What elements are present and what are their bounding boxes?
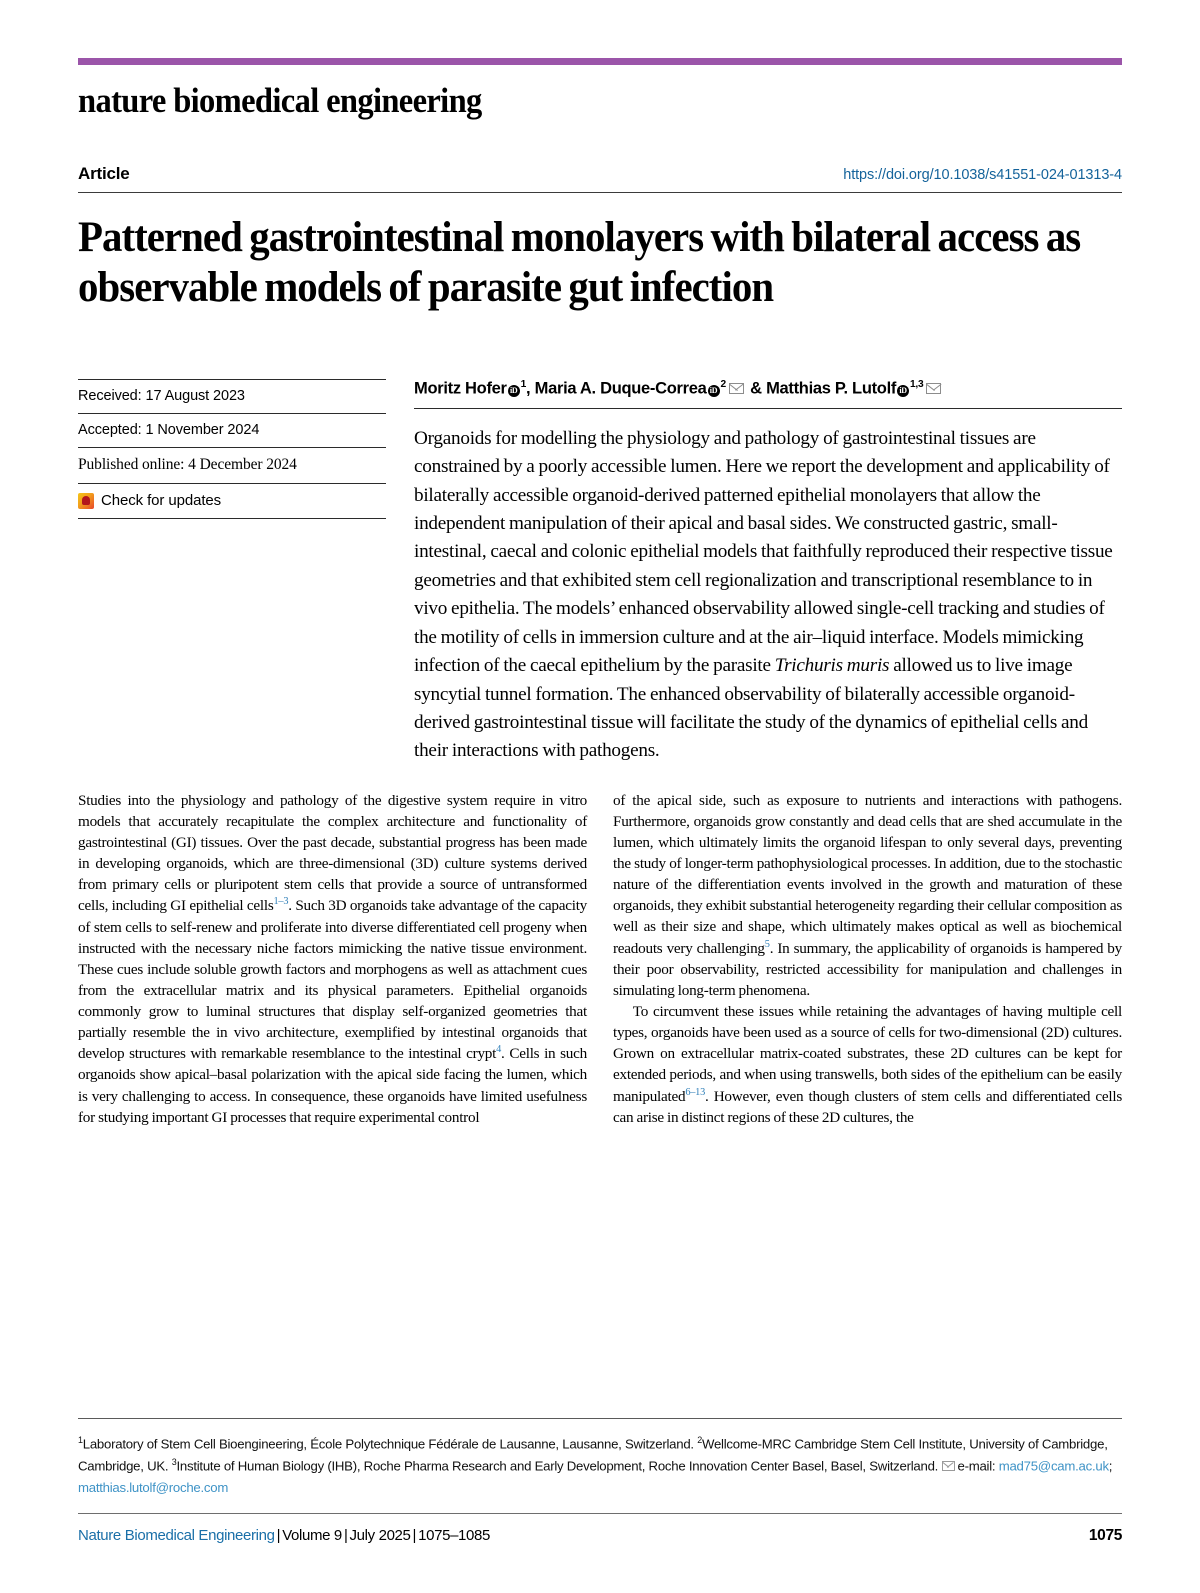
author-affiliation-2: 2 bbox=[720, 379, 726, 391]
footer-separator: | bbox=[276, 1527, 281, 1544]
journal-masthead: nature biomedical engineering bbox=[78, 81, 482, 120]
page-footer-section bbox=[78, 1513, 1122, 1545]
footer-citation bbox=[78, 1527, 490, 1544]
envelope-icon[interactable] bbox=[729, 383, 744, 394]
body-left-text-2: . Such 3D organoids take advantage of the capacity of stem cells to self-renew and proliferate into diverse differentiated cell progeny when instructed with the necessary niche factors mimicking the native tissue environment. These cues include soluble growth factors and morphogens as well as attachment cues from the extracellular matrix and its physical parameters. Epithelial organoids commonly grow to luminal structures that display self-organized geometries that partially resemble the in vivo architecture, exemplified by intestinal organoids that develop structures with remarkable resemblance to the intestinal crypt bbox=[78, 897, 588, 1063]
email-link-1[interactable]: mad75@cam.ac.uk bbox=[998, 1458, 1109, 1474]
accepted-date: Accepted: 1 November 2024 bbox=[78, 413, 386, 447]
page-footer bbox=[78, 1513, 1122, 1545]
author-name-3[interactable]: Matthias P. Lutolf bbox=[766, 379, 897, 398]
author-separator-1: , bbox=[526, 379, 535, 398]
author-list bbox=[414, 379, 1122, 409]
footer-date: July 2025 bbox=[349, 1527, 411, 1544]
citation-ref[interactable]: 6–13 bbox=[685, 1086, 705, 1098]
citation-ref[interactable]: 5 bbox=[764, 938, 770, 950]
affiliation-marker-2: 2 bbox=[697, 1435, 702, 1445]
brand-rule bbox=[78, 58, 1122, 65]
publication-dates-panel bbox=[78, 379, 408, 765]
page-number: 1075 bbox=[1088, 1527, 1122, 1544]
orcid-icon[interactable]: iD bbox=[708, 385, 720, 397]
abstract-panel bbox=[408, 379, 1122, 765]
body-left-text-3: . Cells in such organoids show apical–basal polarization with the apical side facing the lumen, which is very challenging to access. In consequence, these organoids have limited usefulness for studying important GI processes that require experimental control bbox=[78, 1045, 587, 1126]
footer-separator: | bbox=[343, 1527, 348, 1544]
published-date: Published online: 4 December 2024 bbox=[78, 447, 386, 483]
body-left-text-1: Studies into the physiology and pathology of the digestive system require in vitro models that accurately recapitulate the complex architecture and functionality of gastrointestinal (GI) tissues. Over the past decade, substantial progress has been made in developing organoids, which are three-dimensional (3D) culture systems derived from primary cells or pluripotent stem cells that provide a source of untransformed cells, including GI epithelial cells bbox=[78, 791, 587, 915]
abstract-species-italic: Trichuris muris bbox=[774, 655, 890, 677]
received-date: Received: 17 August 2023 bbox=[78, 379, 386, 413]
doi-link[interactable]: https://doi.org/10.1038/s41551-024-01313-4 bbox=[843, 166, 1122, 183]
paragraph-intro bbox=[78, 790, 587, 1128]
article-header-row bbox=[78, 164, 1122, 184]
orcid-icon[interactable]: iD bbox=[897, 385, 909, 397]
header-divider bbox=[78, 192, 1122, 193]
abstract-part-2: allowed us to live image syncytial tunnel formation. The enhanced observability of bilaterally accessible organoid-derived gastrointestinal tissue will facilitate the study of the dynamics of epithelial cells and their interactions with pathogens. bbox=[414, 655, 1088, 762]
footer-volume: Volume 9 bbox=[282, 1527, 342, 1544]
crossmark-icon bbox=[78, 493, 94, 509]
check-for-updates-label: Check for updates bbox=[101, 492, 222, 510]
footer-separator: | bbox=[412, 1527, 417, 1544]
body-right-text-2: . In summary, the applicability of organoids is hampered by their poor observability, restricted accessibility for manipulation and challenges in simulating long-term phenomena. bbox=[613, 939, 1122, 999]
envelope-icon bbox=[942, 1461, 955, 1471]
email-separator: ; bbox=[1108, 1458, 1113, 1474]
meta-abstract-section bbox=[78, 379, 1122, 765]
affiliation-marker-3: 3 bbox=[171, 1456, 177, 1467]
affiliations-text bbox=[78, 1418, 1122, 1498]
email-link-2[interactable]: matthias.lutolf@roche.com bbox=[78, 1479, 229, 1495]
citation-ref[interactable]: 1–3 bbox=[273, 896, 289, 908]
article-page bbox=[78, 0, 1122, 1593]
abstract-text bbox=[414, 425, 1122, 766]
citation-ref[interactable]: 4 bbox=[496, 1044, 502, 1056]
author-name-2[interactable]: Maria A. Duque-Correa bbox=[534, 379, 707, 398]
body-column-left bbox=[78, 790, 587, 1128]
paragraph-2d-cultures bbox=[613, 1001, 1122, 1128]
affiliation-3: Institute of Human Biology (IHB), Roche Pharma Research and Early Development, Roche Innovation Center Basel, Basel, Switzerland. bbox=[176, 1458, 942, 1474]
body-column-right bbox=[613, 790, 1122, 1128]
author-separator-2: & bbox=[745, 379, 767, 398]
check-for-updates[interactable] bbox=[78, 483, 386, 519]
paragraph-intro-cont bbox=[613, 790, 1122, 1001]
envelope-icon[interactable] bbox=[926, 383, 941, 394]
author-affiliation-3: 1,3 bbox=[910, 379, 924, 391]
author-name-1[interactable]: Moritz Hofer bbox=[414, 379, 507, 398]
email-label: e-mail: bbox=[957, 1458, 999, 1474]
article-type-label: Article bbox=[78, 163, 130, 183]
page-title: Patterned gastrointestinal monolayers with bilateral access as observable models of parasite gut infection bbox=[78, 213, 1081, 312]
orcid-icon[interactable]: iD bbox=[508, 385, 520, 397]
affiliation-marker-1: 1 bbox=[78, 1435, 83, 1445]
footer-journal-name[interactable]: Nature Biomedical Engineering bbox=[78, 1527, 275, 1544]
body-right-text-1: of the apical side, such as exposure to nutrients and interactions with pathogens. Furthermore, organoids grow constantly and dead cells that are shed accumulate in the lumen, which ultimately limits the organoid lifespan to only several days, preventing the study of longer-term pathophysiological processes. In addition, due to the stochastic nature of the differentiation events involved in the growth and maturation of these organoids, they exhibit substantial heterogeneity regarding their cellular composition as well as their size and shape, which ultimately makes optical as well as biochemical readouts very challenging bbox=[613, 791, 1122, 957]
author-affiliation-1: 1 bbox=[520, 379, 527, 391]
affiliations-section bbox=[78, 1418, 1122, 1498]
body-right-text-4: . However, even though clusters of stem cells and differentiated cells can arise in distinct regions of these 2D cultures, the bbox=[613, 1087, 1122, 1126]
body-right-text-3: To circumvent these issues while retaining the advantages of having multiple cell types, organoids have been used as a source of cells for two-dimensional (2D) cultures. Grown on extracellular matrix-coated substrates, these 2D cultures can be kept for extended periods, and when using transwells, both sides of the epithelium can be easily manipulated bbox=[613, 1003, 1122, 1105]
affiliation-1: Laboratory of Stem Cell Bioengineering, École Polytechnique Fédérale de Lausanne, Lausanne, Switzerland. bbox=[82, 1436, 698, 1452]
body-columns bbox=[78, 790, 1122, 1128]
affiliation-2: Wellcome-MRC Cambridge Stem Cell Institute, University of Cambridge, Cambridge, UK. bbox=[78, 1436, 1108, 1474]
footer-pages: 1075–1085 bbox=[418, 1527, 491, 1544]
abstract-part-1: Organoids for modelling the physiology and pathology of gastrointestinal tissues are constrained by a poorly accessible lumen. Here we report the development and applicability of bilaterally accessible organoid-derived patterned epithelial monolayers that allow the independent manipulation of their apical and basal sides. We constructed gastric, small-intestinal, caecal and colonic epithelial models that faithfully reproduced their respective tissue geometries and that exhibited stem cell regionalization and transcriptional resemblance to in vivo epithelia. The models’ enhanced observability allowed single-cell tracking and studies of the motility of cells in immersion culture and at the air–liquid interface. Models mimicking infection of the caecal epithelium by the parasite bbox=[414, 427, 1113, 677]
